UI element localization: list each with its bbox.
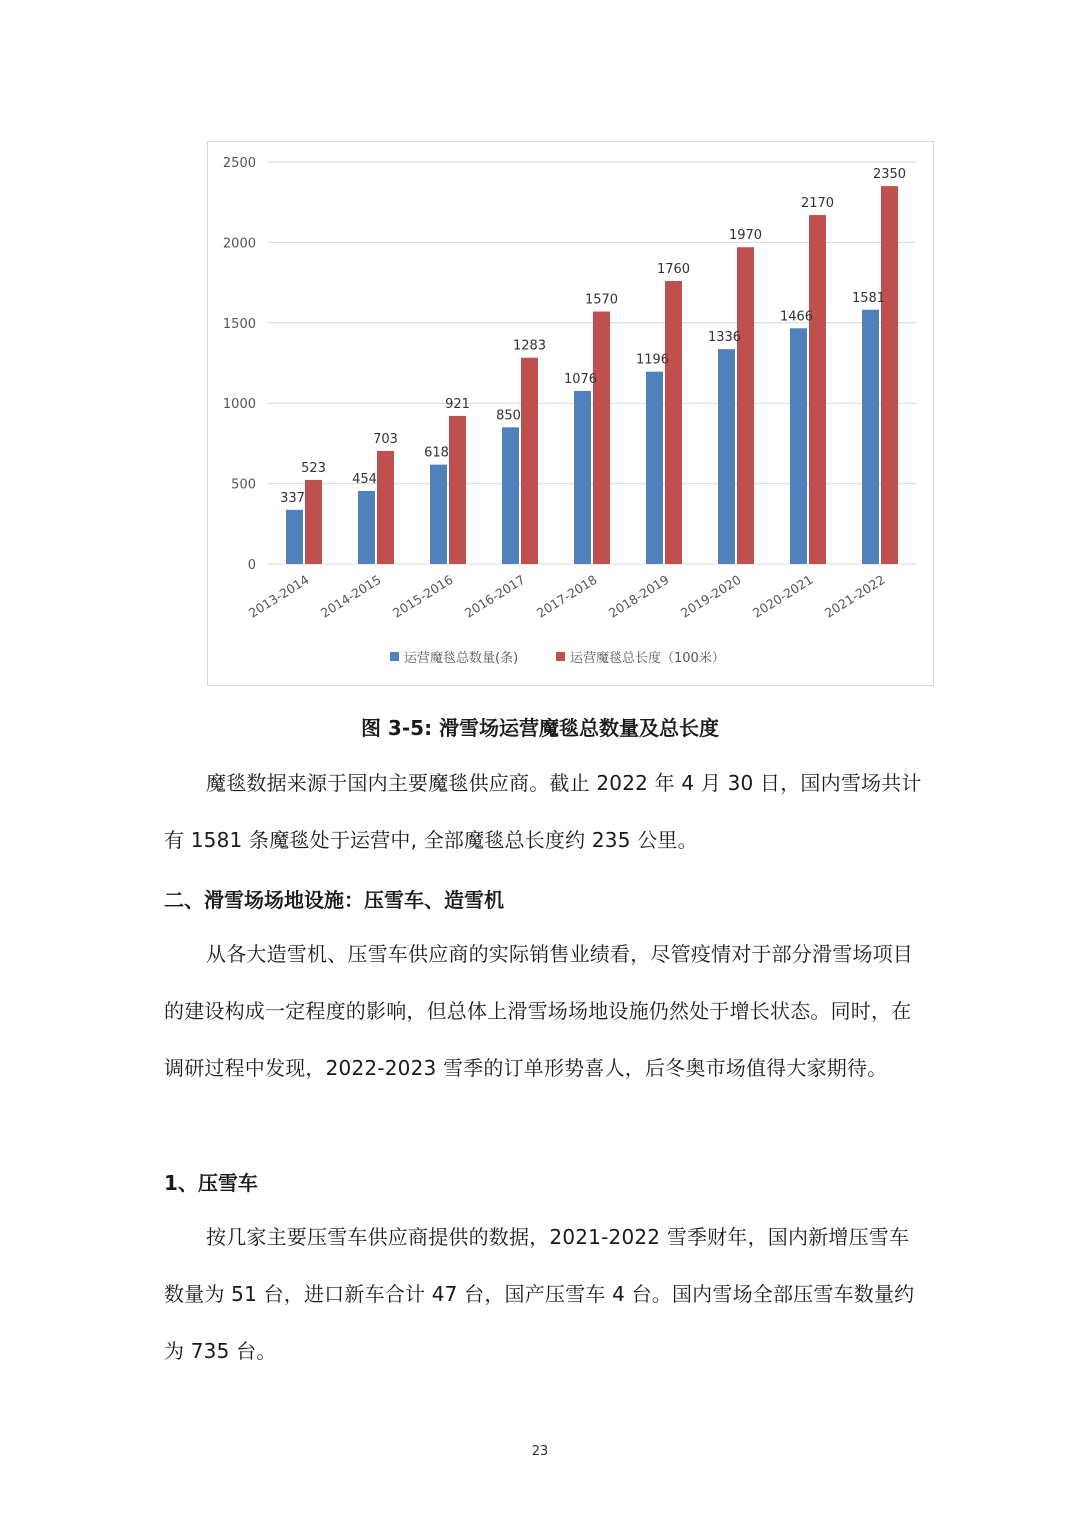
bar-length bbox=[593, 312, 610, 564]
data-label: 1581 bbox=[851, 290, 886, 306]
bar-length bbox=[449, 416, 466, 564]
bar-count bbox=[862, 310, 879, 564]
legend-label: 运营魔毯总数量(条) bbox=[404, 651, 519, 666]
bar-length bbox=[305, 480, 322, 564]
data-label: 1283 bbox=[512, 338, 547, 354]
data-label: 850 bbox=[496, 408, 521, 424]
x-category-label: 2016-2017 bbox=[461, 571, 528, 621]
bar-length bbox=[737, 247, 754, 564]
legend-swatch bbox=[556, 652, 565, 661]
data-label: 1466 bbox=[779, 309, 814, 325]
y-tick-label: 0 bbox=[247, 558, 256, 573]
chart-container bbox=[207, 141, 934, 686]
paragraph-groomers: 按几家主要压雪车供应商提供的数据，2021-2022 雪季财年，国内新增压雪车数量为 51 台，进口新车合计 47 台，国产压雪车 4 台。国内雪场全部压雪车数量约为 735 台。 bbox=[164, 1225, 915, 1363]
bar-length bbox=[809, 215, 826, 564]
section-heading: 二、滑雪场场地设施：压雪车、造雪机 bbox=[164, 888, 504, 912]
legend-swatch bbox=[390, 652, 399, 661]
data-label: 454 bbox=[352, 471, 377, 487]
data-label: 703 bbox=[373, 431, 398, 447]
data-label: 618 bbox=[424, 445, 449, 461]
data-label: 1570 bbox=[584, 292, 619, 308]
data-label: 2170 bbox=[800, 196, 835, 212]
subsection-heading: 1、压雪车 bbox=[164, 1171, 258, 1195]
x-category-label: 2018-2019 bbox=[605, 571, 672, 621]
x-category-label: 2015-2016 bbox=[389, 571, 456, 621]
bar-count bbox=[646, 372, 663, 564]
data-label: 921 bbox=[445, 396, 470, 412]
data-label: 1970 bbox=[728, 228, 763, 244]
bar-count bbox=[574, 391, 591, 564]
data-label: 2350 bbox=[872, 167, 907, 183]
x-category-label: 2019-2020 bbox=[677, 571, 744, 621]
data-label: 1336 bbox=[707, 330, 742, 346]
data-label: 1760 bbox=[656, 261, 691, 277]
x-category-label: 2014-2015 bbox=[317, 571, 384, 621]
bar-count bbox=[430, 465, 447, 564]
figure-caption: 图 3-5: 滑雪场运营魔毯总数量及总长度 bbox=[360, 716, 720, 740]
bar-length bbox=[377, 451, 394, 564]
x-category-label: 2013-2014 bbox=[245, 571, 312, 621]
bar-length bbox=[521, 358, 538, 564]
page-number: 23 bbox=[531, 1444, 549, 1459]
data-label: 523 bbox=[301, 460, 326, 476]
x-category-label: 2017-2018 bbox=[533, 571, 600, 621]
paragraph-carpet-data: 魔毯数据来源于国内主要魔毯供应商。截止 2022 年 4 月 30 日，国内雪场共计有 1581 条魔毯处于运营中, 全部魔毯总长度约 235 公里。 bbox=[164, 771, 922, 852]
bar-count bbox=[286, 510, 303, 564]
bar-count bbox=[358, 491, 375, 564]
y-tick-label: 1500 bbox=[222, 316, 256, 332]
bar-chart bbox=[208, 142, 935, 687]
y-tick-label: 2500 bbox=[222, 156, 256, 171]
bar-count bbox=[502, 427, 519, 564]
data-label: 1196 bbox=[635, 352, 670, 368]
x-category-label: 2020-2021 bbox=[749, 571, 816, 621]
y-tick-label: 500 bbox=[231, 477, 256, 493]
legend-label: 运营魔毯总长度（100米） bbox=[570, 651, 725, 666]
y-tick-label: 2000 bbox=[222, 236, 256, 252]
bar-count bbox=[718, 349, 735, 564]
x-category-label: 2021-2022 bbox=[821, 571, 888, 621]
data-label: 1076 bbox=[563, 371, 598, 387]
data-label: 337 bbox=[280, 490, 305, 506]
paragraph-facilities: 从各大造雪机、压雪车供应商的实际销售业绩看，尽管疫情对于部分滑雪场项目的建设构成一定程度的影响，但总体上滑雪场场地设施仍然处于增长状态。同时，在调研过程中发现，2022-2023 雪季的订单形势喜人，后冬奥市场值得大家期待。 bbox=[164, 942, 913, 1080]
bar-count bbox=[790, 328, 807, 564]
bar-length bbox=[881, 186, 898, 564]
y-tick-label: 1000 bbox=[222, 397, 256, 413]
bar-length bbox=[665, 281, 682, 564]
